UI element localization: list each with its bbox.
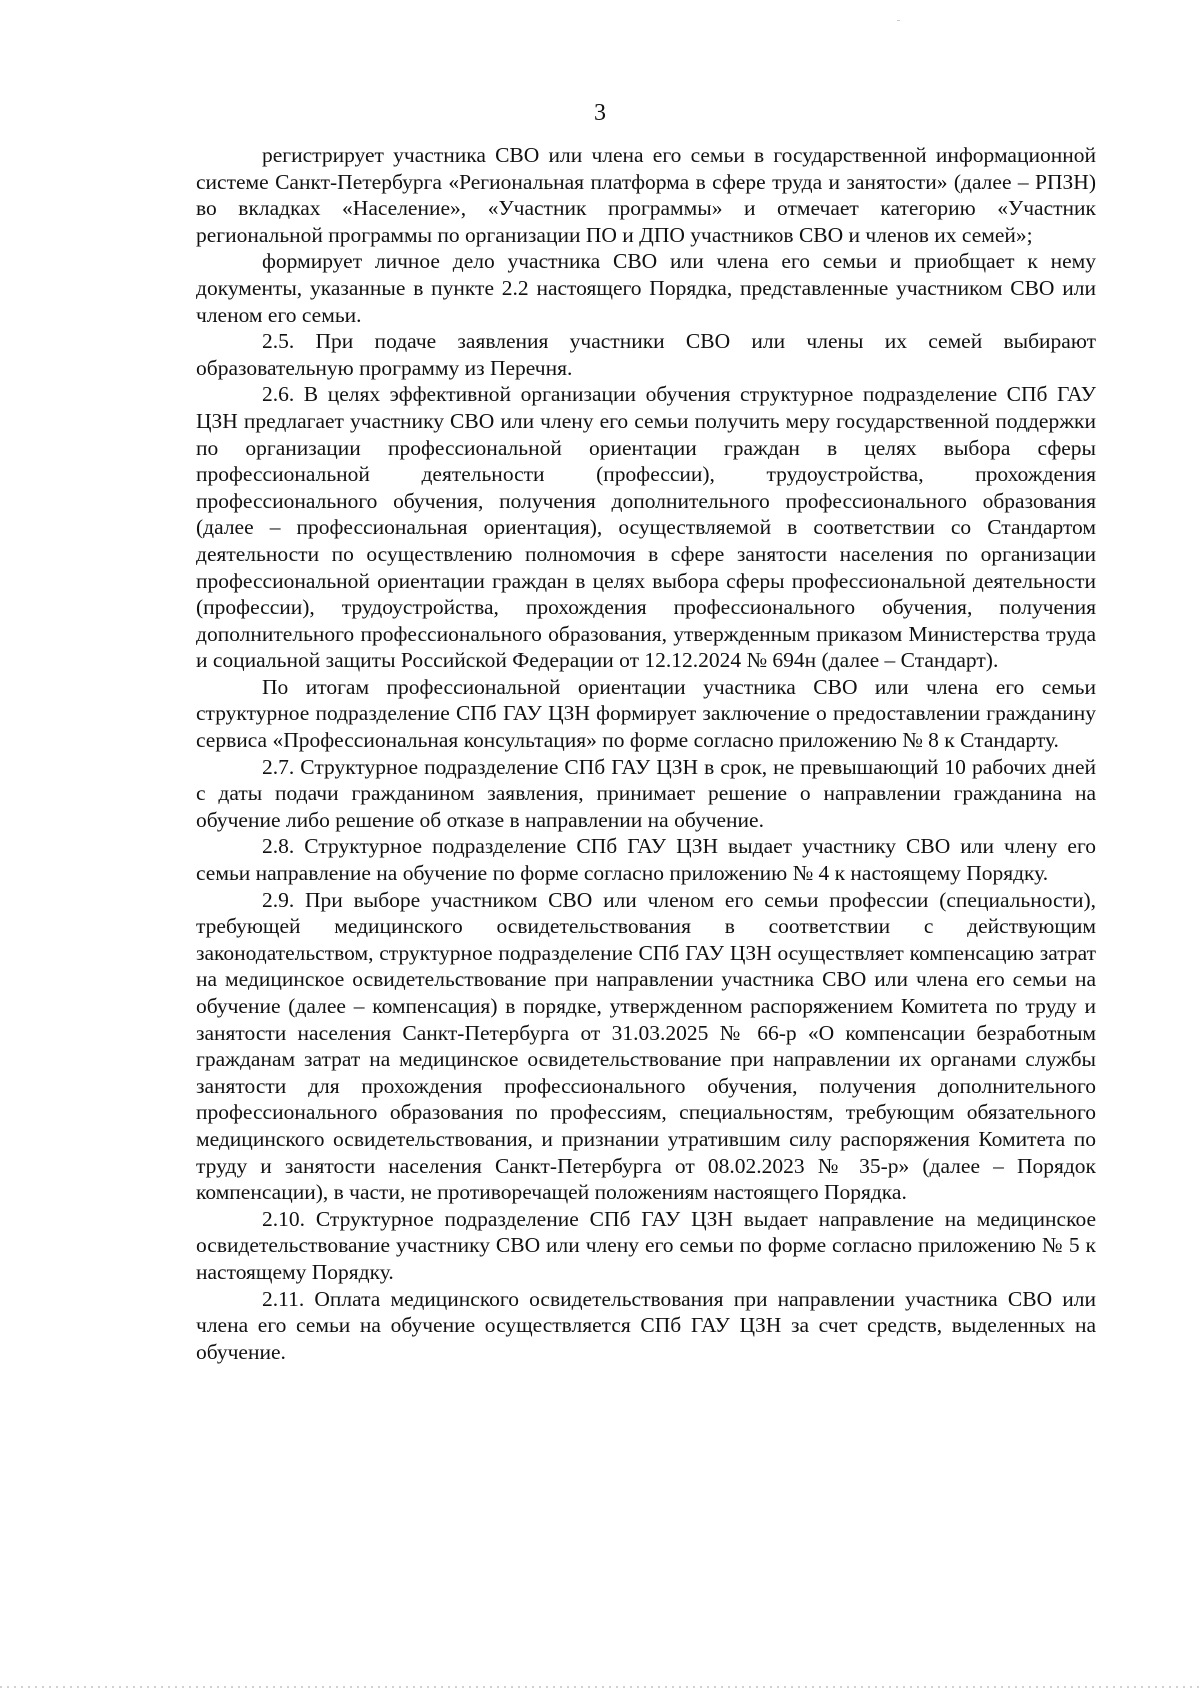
paragraph-2-8: 2.8. Структурное подразделение СПб ГАУ ЦЗН выдает участнику СВО или члену его семьи направление на обучение по форме согласно приложению № 4 к настоящему Порядку.	[196, 834, 1096, 886]
page-number: 3	[594, 100, 606, 126]
paragraph-2-11: 2.11. Оплата медицинского освидетельствования при направлении участника СВО или члена его семьи на обучение осуществляется СПб ГАУ ЦЗН за счет средств, выделенных на обучение.	[196, 1286, 1096, 1364]
paragraph-2-9: 2.9. При выборе участником СВО или членом его семьи профессии (специальности), требующей медицинского освидетельствования в соответствии с действующим законодательством, структурное подразделение СПб ГАУ ЦЗН осуществляет компенсацию затрат на медицинское освидетельствование при направлении участника СВО или члена его семьи на обучение (далее – компенсация) в порядке, утвержденном распоряжением Комитета по труду и занятости населения Санкт-Петербурга от 31.03.2025 № 66-р «О компенсации безработным гражданам затрат на медицинское освидетельствование при направлении их органами службы занятости для прохождения профессионального обучения, получения дополнительного профессионального образования по профессиям, специальностям, требующим обязательного медицинского освидетельствования, и признании утратившим силу распоряжения Комитета по труду и занятости населения Санкт-Петербурга от 08.02.2023 № 35-р» (далее – Порядок компенсации), в части, не противоречащей положениям настоящего Порядка.	[196, 887, 1096, 1205]
paragraph-2-7: 2.7. Структурное подразделение СПб ГАУ ЦЗН в срок, не превышающий 10 рабочих дней с даты подачи гражданином заявления, принимает решение о направлении гражданина на обучение либо решение об отказе в направлении на обучение.	[196, 754, 1096, 832]
paragraph-2-5: 2.5. При подаче заявления участники СВО или члены их семей выбирают образовательную программу из Перечня.	[196, 329, 1096, 380]
paragraph-orientation-results: По итогам профессиональной ориентации участника СВО или члена его семьи структурное подразделение СПб ГАУ ЦЗН формирует заключение о предоставлении гражданину сервиса «Профессиональная консультация» по форме согласно приложению № 8 к Стандарту.	[196, 674, 1096, 753]
paragraph-personal-file: формирует личное дело участника СВО или члена его семьи и приобщает к нему документы, указанные в пункте 2.2 настоящего Порядка, представленные участником СВО или членом его семьи.	[196, 249, 1096, 327]
scan-mark	[897, 20, 900, 21]
document-body	[196, 142, 1096, 1365]
paragraph-2-6: 2.6. В целях эффективной организации обучения структурное подразделение СПб ГАУ ЦЗН предлагает участнику СВО или члену его семьи получить меру государственной поддержки по организации профессиональной ориентации граждан в целях выбора сферы профессиональной деятельности (профессии), трудоустройства, прохождения профессионального обучения, получения дополнительного профессионального образования (далее – профессиональная ориентация), осуществляемой в соответствии со Стандартом деятельности по осуществлению полномочия в сфере занятости населения по организации профессиональной ориентации граждан в целях выбора сферы профессиональной деятельности (профессии), трудоустройства, прохождения профессионального обучения, получения дополнительного профессионального образования, утвержденным приказом Министерства труда и социальной защиты Российской Федерации от 12.12.2024 № 694н (далее – Стандарт).	[196, 382, 1096, 673]
paragraph-register-participant: регистрирует участника СВО или члена его семьи в государственной информационной системе Санкт-Петербурга «Региональная платформа в сфере труда и занятости» (далее – РПЗН) во вкладках «Население», «Участник программы» и отмечает категорию «Участник региональной программы по организации ПО и ДПО участников СВО и членов их семей»;	[196, 143, 1096, 247]
paragraph-2-10: 2.10. Структурное подразделение СПб ГАУ ЦЗН выдает направление на медицинское освидетельствование участнику СВО или члену его семьи по форме согласно приложению № 5 к настоящему Порядку.	[196, 1206, 1096, 1284]
scan-edge-artifact	[0, 1686, 1200, 1688]
